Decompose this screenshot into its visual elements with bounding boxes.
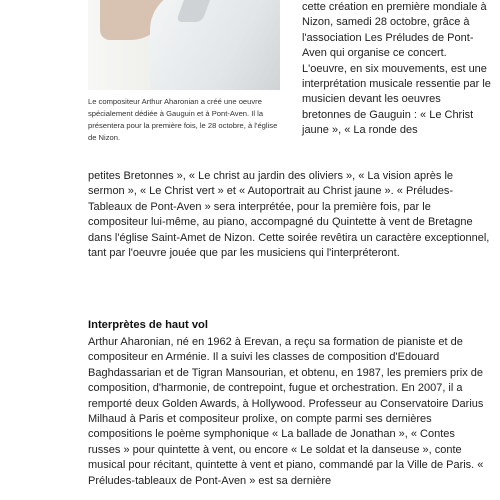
composer-photo: [88, 0, 280, 90]
article-paragraph-1: petites Bretonnes », « Le christ au jardin des oliviers », « La vision après le sermon », « Le Christ vert » et « Autoportrait au Christ jaune ». « Préludes-Tableaux de Pont-Aven » sera interprétée, pour la première fois, par le compositeur lui-même, au piano, accompagné du Quintette à vent de Bretagne dans l'église Saint-Amet de Nizon. Cette soirée revêtira un caractère exceptionnel, tant par l'oeuvre jouée que par les musiciens qui l'interpréteront.: [88, 170, 490, 260]
photo-caption: Le compositeur Arthur Aharonian a créé une oeuvre spécialement dédiée à Gauguin et à Pont-Aven. Il la présentera pour la première fois, le 28 octobre, à l'église de Nizon.: [88, 97, 278, 142]
article-paragraph-2: Arthur Aharonian, né en 1962 à Erevan, a reçu sa formation de pianiste et de compositeur en Arménie. Il a suivi les classes de composition d'Edouard Baghdassarian et de Tigran Mansourian, et obtenu, en 1987, les premiers prix de composition, d'harmonie, de contrepoint, fugue et orchestration. En 2007, il a remporté deux Golden Awards, à Hollywood. Professeur au Conservatoire Darius Milhaud à Paris et compositeur prolixe, on compte parmi ses dernières compositions le poème symphonique « La ballade de Jonathan », « Contes russes » pour quintette à vent, ou encore « Le soldat et la danseuse », conte musical pour récitant, quintette à vent et piano, commandé par la Ville de Paris. « Préludes-tableaux de Pont-Aven » est sa dernière: [88, 336, 484, 487]
section-heading: Interprètes de haut vol: [88, 319, 208, 331]
right-column-text: cette création en première mondiale à Nizon, samedi 28 octobre, grâce à l'association Les Préludes de Pont-Aven qui organise ce concert. L'oeuvre, en six mouvements, est une interprétation musicale ressentie par le musicien devant les oeuvres bretonnes de Gauguin : « Le Christ jaune », « La ronde des: [302, 1, 491, 137]
photo-shirt: [150, 0, 280, 90]
